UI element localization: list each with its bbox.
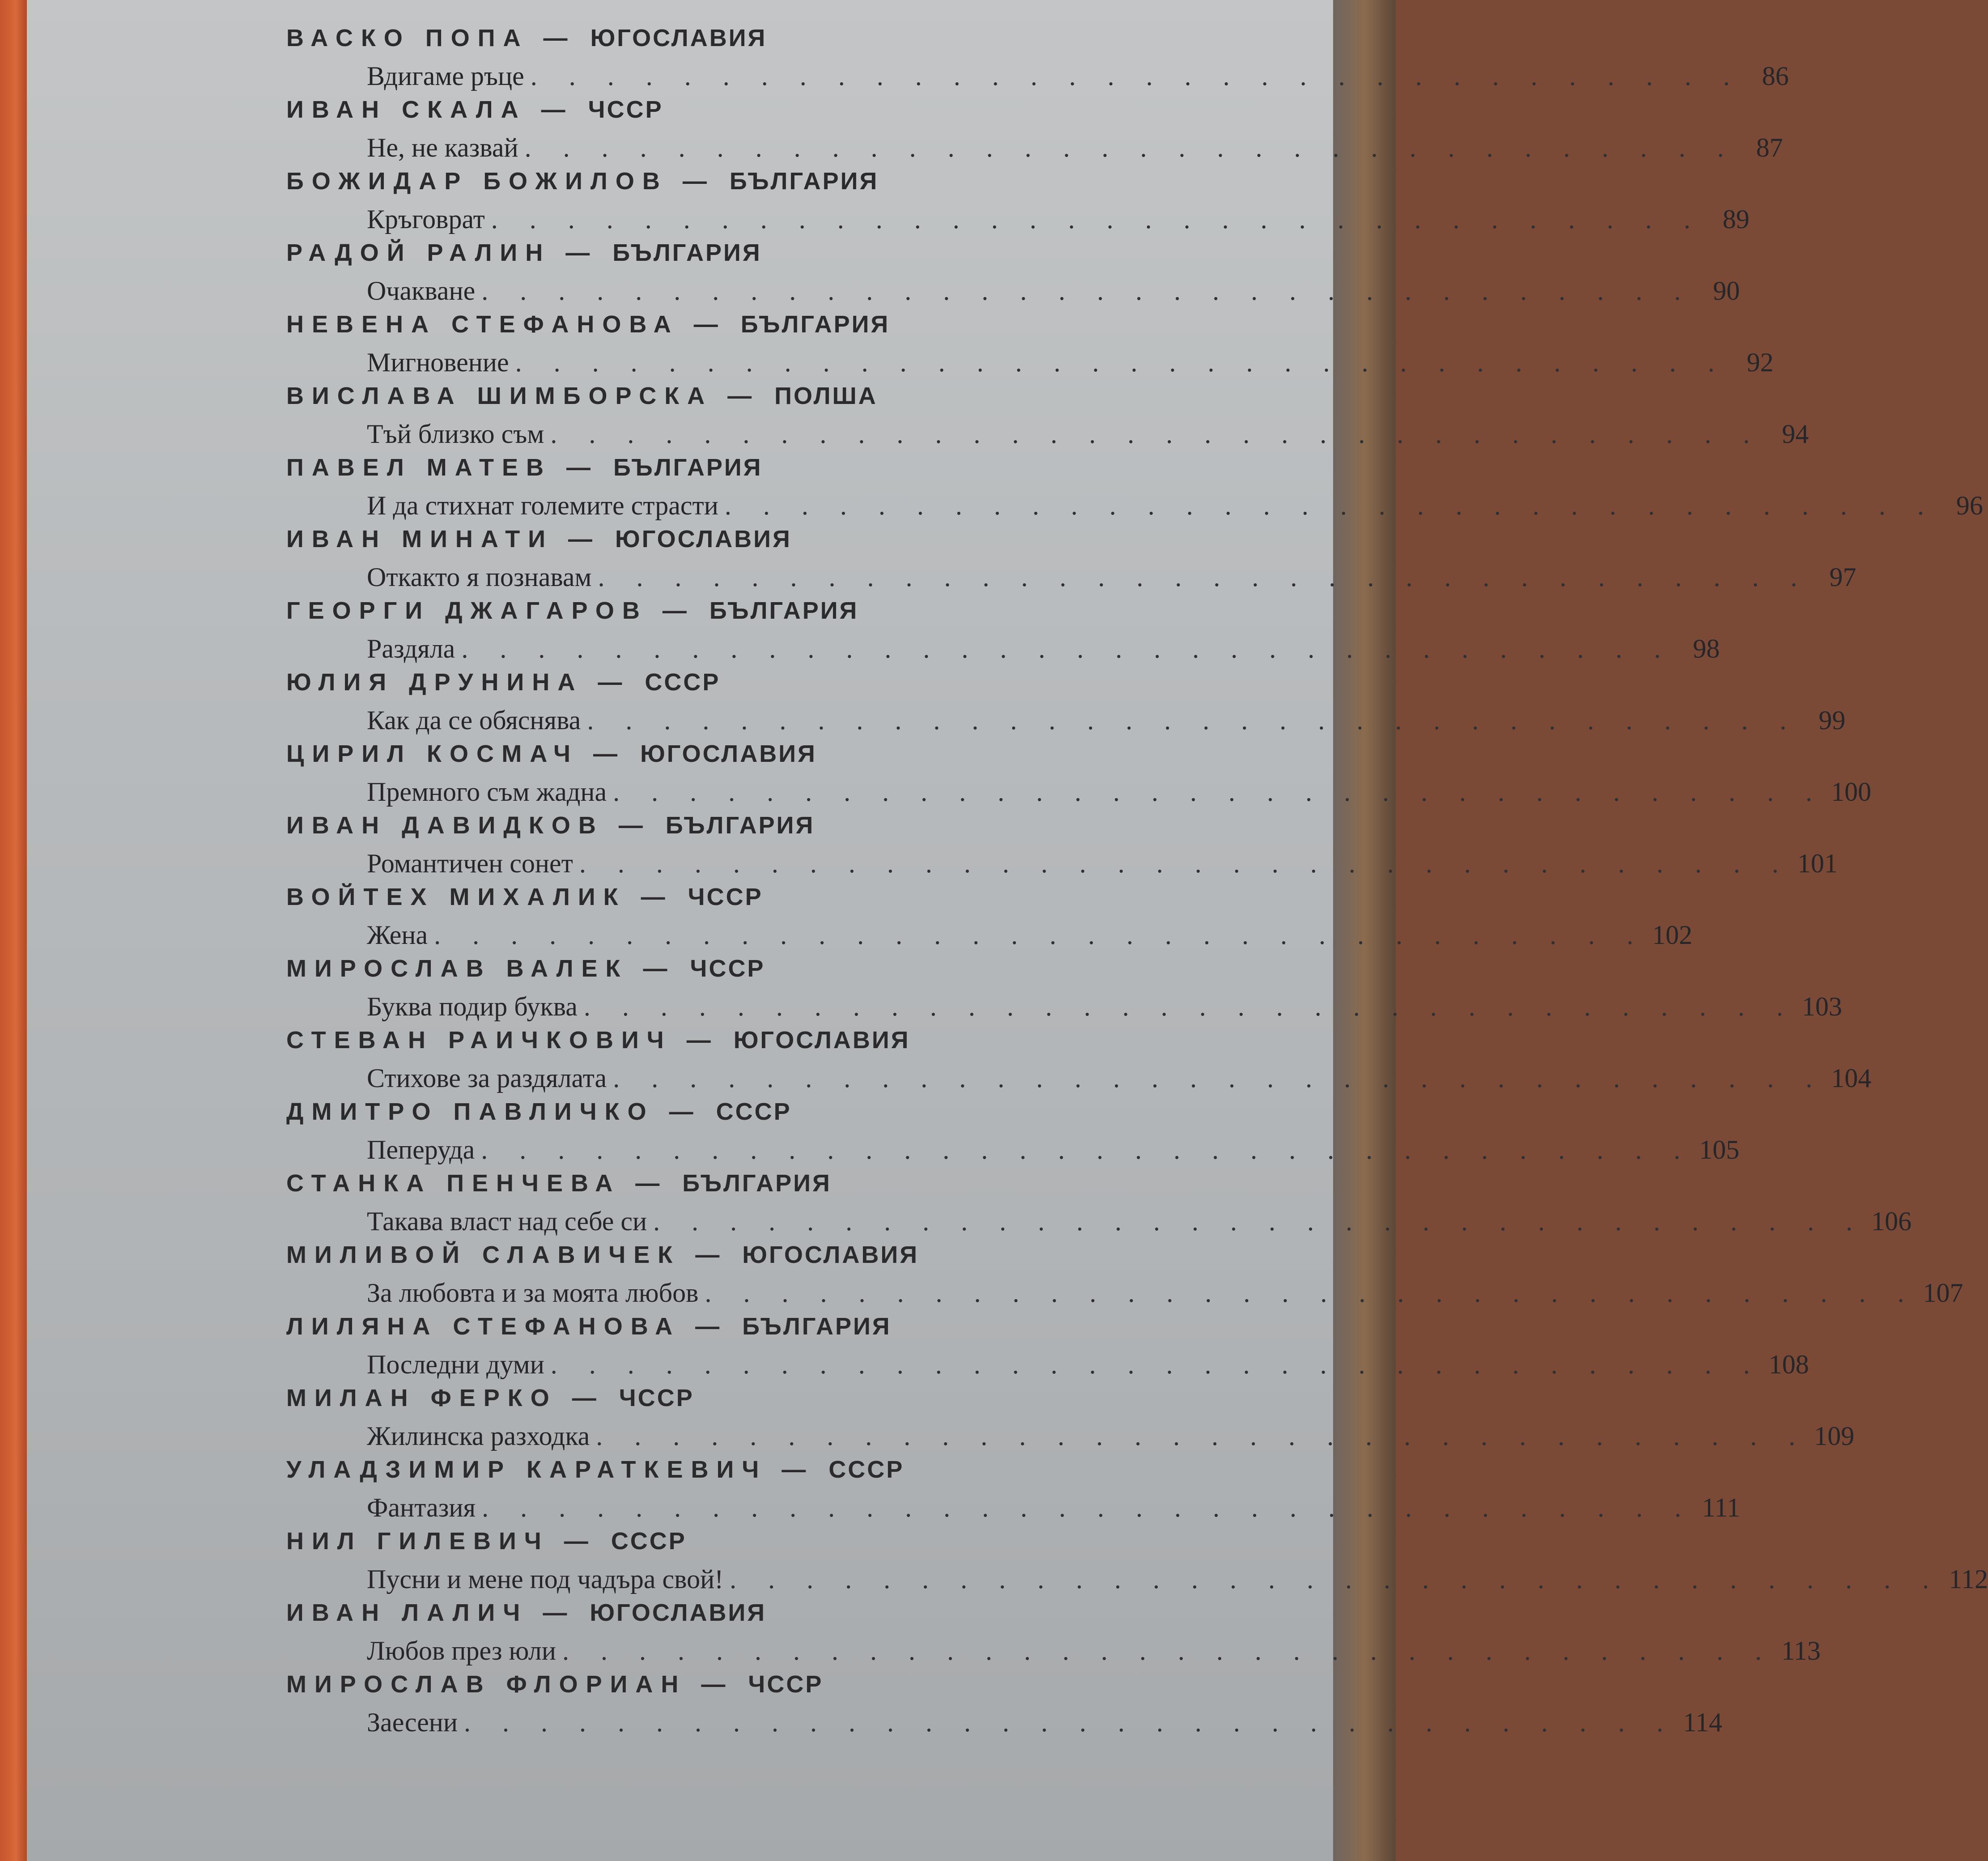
page-number: 102 xyxy=(1652,920,1693,950)
poem-title: Раздяла xyxy=(367,634,455,663)
dot-leader: . . . . . . . . . . . . . . . . . . . . . . . . . . . . . . . . xyxy=(613,777,1825,807)
author-dash: — xyxy=(767,1456,829,1483)
toc-title-line xyxy=(367,1347,1809,1382)
author-name: ЦИРИЛ КОСМАЧ xyxy=(286,740,579,767)
toc-title-line xyxy=(367,416,1809,452)
toc-entry xyxy=(286,309,1774,380)
toc-author-line xyxy=(286,1454,904,1485)
toc-author-line xyxy=(286,452,763,483)
toc-entry xyxy=(286,881,1693,953)
dot-leader: . . . . . . . . . . . . . . . . . . . . . . . . . . . . . . . . xyxy=(550,1350,1763,1379)
page-number: 107 xyxy=(1923,1278,1963,1308)
author-name: ИВАН ДАВИДКОВ xyxy=(286,812,604,839)
page-number: 96 xyxy=(1956,491,1983,520)
toc-title-line xyxy=(367,1704,1723,1740)
author-name: ИВАН МИНАТИ xyxy=(286,526,554,552)
toc-entry xyxy=(286,1239,1963,1311)
author-dash: — xyxy=(528,1599,590,1626)
dot-leader: . . . . . . . . . . . . . . . . . . . . . . . . . . . . . . . . xyxy=(481,1135,1693,1164)
toc-entry xyxy=(286,667,1846,738)
dot-leader: . . . . . . . . . . . . . . . . . . . . . . . . . . . . . . . . xyxy=(724,491,1937,520)
dot-leader: . . . . . . . . . . . . . . . . . . . . . . . . . . . . . . . . xyxy=(550,419,1763,449)
toc-title-line xyxy=(367,1418,1855,1454)
dot-leader: . . . . . . . . . . . . . . . . . . . . . . . . . . . . . . . . xyxy=(598,562,1810,592)
author-name: СТЕВАН РАИЧКОВИЧ xyxy=(286,1027,672,1054)
author-name: ГЕОРГИ ДЖАГАРОВ xyxy=(286,597,648,624)
author-dash: — xyxy=(680,1241,743,1268)
toc-entry xyxy=(286,595,1720,667)
toc-author-line xyxy=(286,1024,910,1056)
toc-entry xyxy=(286,1597,1821,1669)
author-dash: — xyxy=(603,812,666,839)
poem-title: Последни думи xyxy=(367,1350,544,1379)
page-number: 86 xyxy=(1762,61,1789,91)
author-country: ЧССР xyxy=(588,96,663,123)
toc-title-line xyxy=(367,1633,1821,1669)
author-dash: — xyxy=(679,311,741,338)
author-name: ВАСКО ПОПА xyxy=(286,25,529,51)
author-country: СССР xyxy=(611,1528,687,1555)
toc-author-line xyxy=(286,667,720,698)
author-country: ЮГОСЛАВИЯ xyxy=(742,1241,919,1268)
toc-entry xyxy=(286,166,1750,237)
dot-leader: . . . . . . . . . . . . . . . . . . . . . . . . . . . . . . . . xyxy=(434,920,1646,950)
toc-author-line xyxy=(286,94,663,125)
author-country: ПОЛША xyxy=(774,382,878,409)
toc-author-line xyxy=(286,309,890,340)
toc-author-line xyxy=(286,523,792,555)
toc-title-line xyxy=(367,1203,1912,1239)
author-dash: — xyxy=(578,740,641,767)
dot-leader: . . . . . . . . . . . . . . . . . . . . . . . . . . . . . . . . xyxy=(613,1063,1825,1093)
author-dash: — xyxy=(628,955,690,982)
page-number: 114 xyxy=(1683,1708,1723,1737)
toc-title-line xyxy=(367,989,1842,1024)
toc-entry xyxy=(286,1525,1988,1597)
dot-leader: . . . . . . . . . . . . . . . . . . . . . . . . . . . . . . . . xyxy=(596,1421,1808,1451)
toc-author-line xyxy=(286,1597,766,1628)
toc-title-line xyxy=(367,273,1740,309)
toc-author-line xyxy=(286,237,762,268)
dot-leader: . . . . . . . . . . . . . . . . . . . . . . . . . . . . . . . . xyxy=(730,1564,1942,1594)
author-dash: — xyxy=(549,1528,611,1555)
dot-leader: . . . . . . . . . . . . . . . . . . . . . . . . . . . . . . . . xyxy=(653,1207,1865,1236)
toc-entry xyxy=(286,452,1983,523)
dot-leader: . . . . . . . . . . . . . . . . . . . . . . . . . . . . . . . . xyxy=(464,1708,1676,1737)
author-country: БЪЛГАРИЯ xyxy=(612,239,762,266)
toc-entry xyxy=(286,1096,1740,1168)
author-dash: — xyxy=(557,1385,619,1411)
author-name: МИЛАН ФЕРКО xyxy=(286,1385,557,1411)
toc-title-line xyxy=(367,559,1856,595)
table-of-contents xyxy=(286,22,1988,1740)
toc-entry xyxy=(286,1669,1723,1740)
author-name: МИРОСЛАВ ВАЛЕК xyxy=(286,955,629,982)
dot-leader: . . . . . . . . . . . . . . . . . . . . . . . . . . . . . . . . xyxy=(524,133,1737,162)
toc-title-line xyxy=(367,344,1774,380)
dot-leader: . . . . . . . . . . . . . . . . . . . . . . . . . . . . . . . . xyxy=(481,276,1694,306)
toc-author-line xyxy=(286,1669,823,1700)
poem-title: Пеперуда xyxy=(367,1135,475,1164)
toc-author-line xyxy=(286,380,878,412)
toc-author-line xyxy=(286,1239,919,1270)
author-country: БЪЛГАРИЯ xyxy=(613,454,763,481)
author-country: ЧССР xyxy=(688,884,763,910)
dot-leader: . . . . . . . . . . . . . . . . . . . . . . . . . . . . . . . . xyxy=(579,849,1791,878)
author-dash: — xyxy=(626,884,688,910)
toc-author-line xyxy=(286,166,879,197)
page-number: 104 xyxy=(1831,1063,1872,1093)
poem-title: За любовта и за моята любов xyxy=(367,1278,699,1308)
author-country: БЪЛГАРИЯ xyxy=(709,597,859,624)
dot-leader: . . . . . . . . . . . . . . . . . . . . . . . . . . . . . . . . xyxy=(482,1493,1694,1522)
toc-author-line xyxy=(286,1096,792,1127)
page-number: 103 xyxy=(1801,992,1842,1021)
toc-author-line xyxy=(286,953,765,984)
poem-title: Заесени xyxy=(367,1708,458,1737)
author-name: ЮЛИЯ ДРУНИНА xyxy=(286,669,583,696)
poem-title: Буква подир буква xyxy=(367,992,578,1021)
toc-title-line xyxy=(367,130,1783,166)
poem-title: Не, не казвай xyxy=(367,133,518,162)
author-country: БЪЛГАРИЯ xyxy=(665,812,815,839)
page-number: 111 xyxy=(1702,1493,1741,1522)
author-country: ЮГОСЛАВИЯ xyxy=(640,740,817,767)
author-country: БЪЛГАРИЯ xyxy=(740,311,890,338)
author-dash: — xyxy=(671,1027,734,1054)
poem-title: Пусни и мене под чадъра свой! xyxy=(367,1564,724,1594)
page-number: 108 xyxy=(1768,1350,1809,1379)
toc-entry xyxy=(286,953,1842,1024)
author-dash: — xyxy=(583,669,645,696)
author-dash: — xyxy=(680,1313,743,1340)
toc-entry xyxy=(286,1311,1809,1382)
toc-entry xyxy=(286,380,1809,452)
toc-entry xyxy=(286,1024,1872,1096)
poem-title: Вдигаме ръце xyxy=(367,61,524,91)
toc-entry xyxy=(286,738,1872,810)
author-name: ВОЙТЕХ МИХАЛИК xyxy=(286,884,626,910)
page-number: 98 xyxy=(1693,634,1720,663)
author-dash: — xyxy=(713,382,775,409)
toc-entry xyxy=(286,237,1740,309)
author-name: БОЖИДАР БОЖИЛОВ xyxy=(286,168,668,195)
dot-leader: . . . . . . . . . . . . . . . . . . . . . . . . . . . . . . . . xyxy=(562,1636,1774,1666)
poem-title: И да стихнат големите страсти xyxy=(367,491,718,520)
dot-leader: . . . . . . . . . . . . . . . . . . . . . . . . . . . . . . . . xyxy=(530,61,1742,91)
toc-title-line xyxy=(367,774,1872,810)
toc-title-line xyxy=(367,488,1983,523)
page-number: 92 xyxy=(1746,348,1774,377)
toc-entry xyxy=(286,1168,1912,1239)
toc-author-line xyxy=(286,1168,832,1199)
author-dash: — xyxy=(620,1170,683,1197)
poem-title: Любов през юли xyxy=(367,1636,556,1666)
author-name: МИРОСЛАВ ФЛОРИАН xyxy=(286,1671,687,1698)
page-number: 90 xyxy=(1713,276,1740,306)
author-country: ЧССР xyxy=(619,1385,694,1411)
toc-title-line xyxy=(367,1561,1988,1597)
author-country: ЮГОСЛАВИЯ xyxy=(590,1599,767,1626)
author-name: НЕВЕНА СТЕФАНОВА xyxy=(286,311,679,338)
author-dash: — xyxy=(551,239,613,266)
poem-title: Стихове за раздялата xyxy=(367,1063,607,1093)
toc-author-line xyxy=(286,810,815,841)
author-country: ЧССР xyxy=(690,955,765,982)
page-number: 109 xyxy=(1814,1421,1855,1451)
poem-title: Кръговрат xyxy=(367,204,485,234)
page-number: 94 xyxy=(1782,419,1809,449)
author-country: СССР xyxy=(716,1098,792,1125)
author-dash: — xyxy=(647,597,709,624)
author-name: РАДОЙ РАЛИН xyxy=(286,239,551,266)
author-dash: — xyxy=(552,454,614,481)
poem-title: Очакване xyxy=(367,276,476,306)
toc-entry xyxy=(286,94,1783,166)
toc-author-line xyxy=(286,738,817,769)
toc-author-line xyxy=(286,595,858,626)
dot-leader: . . . . . . . . . . . . . . . . . . . . . . . . . . . . . . . . xyxy=(461,634,1674,663)
page-number: 100 xyxy=(1831,777,1872,807)
toc-title-line xyxy=(367,702,1846,738)
author-name: ВИСЛАВА ШИМБОРСКА xyxy=(286,382,713,409)
page-number: 106 xyxy=(1871,1207,1912,1236)
author-dash: — xyxy=(528,25,590,51)
author-name: ЛИЛЯНА СТЕФАНОВА xyxy=(286,1313,681,1340)
poem-title: Тъй близко съм xyxy=(367,419,544,449)
author-name: НИЛ ГИЛЕВИЧ xyxy=(286,1528,549,1555)
dot-leader: . . . . . . . . . . . . . . . . . . . . . . . . . . . . . . . . xyxy=(491,204,1703,234)
toc-title-line xyxy=(367,1060,1872,1096)
page-number: 112 xyxy=(1949,1564,1988,1594)
poem-title: Фантазия xyxy=(367,1493,476,1522)
page-number: 87 xyxy=(1756,133,1783,162)
author-country: ЧССР xyxy=(748,1671,824,1698)
page-number: 97 xyxy=(1829,562,1856,592)
toc-entry xyxy=(286,810,1838,881)
book-cover-edge xyxy=(0,0,27,1861)
author-dash: — xyxy=(553,526,616,552)
toc-entry xyxy=(286,1454,1741,1525)
page-number: 101 xyxy=(1797,849,1838,878)
toc-title-line xyxy=(367,631,1720,667)
toc-title-line xyxy=(367,1132,1740,1168)
poem-title: Романтичен сонет xyxy=(367,849,573,878)
toc-author-line xyxy=(286,1382,694,1414)
author-country: ЮГОСЛАВИЯ xyxy=(590,25,767,51)
author-country: БЪЛГАРИЯ xyxy=(742,1313,892,1340)
author-country: БЪЛГАРИЯ xyxy=(729,168,879,195)
toc-title-line xyxy=(367,1275,1963,1311)
toc-title-line xyxy=(367,201,1750,237)
poem-title: Как да се обяснява xyxy=(367,705,581,735)
poem-title: Жилинска разходка xyxy=(367,1421,590,1451)
dot-leader: . . . . . . . . . . . . . . . . . . . . . . . . . . . . . . . . xyxy=(705,1278,1917,1308)
author-country: БЪЛГАРИЯ xyxy=(682,1170,832,1197)
author-name: МИЛИВОЙ СЛАВИЧЕК xyxy=(286,1241,681,1268)
poem-title: Откакто я познавам xyxy=(367,562,592,592)
author-name: ДМИТРО ПАВЛИЧКО xyxy=(286,1098,654,1125)
author-name: ИВАН СКАЛА xyxy=(286,96,527,123)
author-name: ПАВЕЛ МАТЕВ xyxy=(286,454,552,481)
author-country: ЮГОСЛАВИЯ xyxy=(733,1027,910,1054)
author-dash: — xyxy=(667,168,730,195)
poem-title: Мигновение xyxy=(367,348,509,377)
dot-leader: . . . . . . . . . . . . . . . . . . . . . . . . . . . . . . . . xyxy=(583,992,1796,1021)
toc-entry xyxy=(286,22,1789,94)
page-number: 113 xyxy=(1781,1636,1821,1666)
toc-author-line xyxy=(286,1311,892,1342)
page-number: 99 xyxy=(1818,705,1846,735)
toc-author-line xyxy=(286,1525,687,1557)
poem-title: Премного съм жадна xyxy=(367,777,607,807)
toc-title-line xyxy=(367,1490,1741,1525)
page-number: 105 xyxy=(1699,1135,1740,1164)
toc-title-line xyxy=(367,917,1693,953)
toc-entry xyxy=(286,523,1856,595)
dot-leader: . . . . . . . . . . . . . . . . . . . . . . . . . . . . . . . . xyxy=(587,705,1799,735)
dot-leader: . . . . . . . . . . . . . . . . . . . . . . . . . . . . . . . . xyxy=(515,348,1727,377)
author-country: СССР xyxy=(645,669,721,696)
author-dash: — xyxy=(526,96,588,123)
toc-author-line xyxy=(286,22,767,54)
author-dash: — xyxy=(686,1671,748,1698)
page-number: 89 xyxy=(1722,204,1750,234)
toc-title-line xyxy=(367,58,1789,94)
author-country: ЮГОСЛАВИЯ xyxy=(615,526,792,552)
poem-title: Жена xyxy=(367,920,428,950)
author-name: ИВАН ЛАЛИЧ xyxy=(286,1599,528,1626)
author-name: СТАНКА ПЕНЧЕВА xyxy=(286,1170,621,1197)
author-dash: — xyxy=(654,1098,716,1125)
toc-author-line xyxy=(286,881,763,913)
author-country: СССР xyxy=(828,1456,905,1483)
poem-title: Такава власт над себе си xyxy=(367,1207,647,1236)
toc-title-line xyxy=(367,846,1838,881)
author-name: УЛАДЗИМИР КАРАТКЕВИЧ xyxy=(286,1456,767,1483)
toc-entry xyxy=(286,1382,1855,1454)
